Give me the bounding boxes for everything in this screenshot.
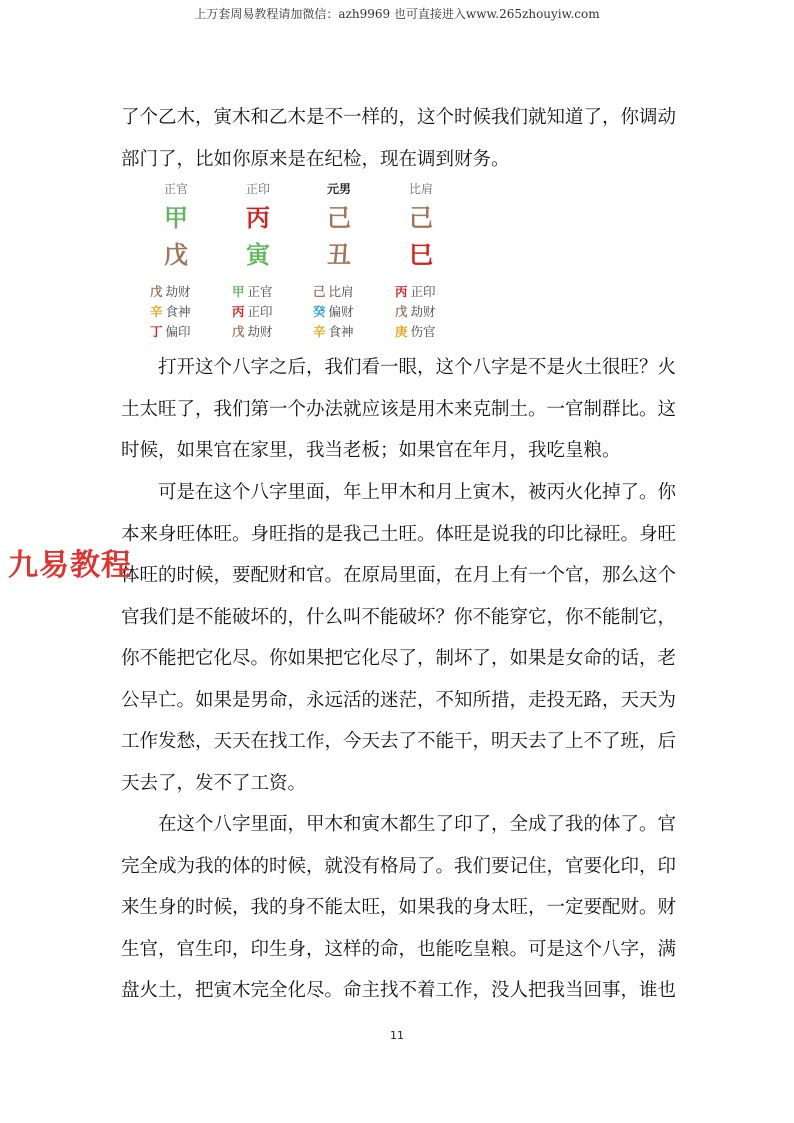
heavenly-stem: 己 bbox=[327, 204, 351, 232]
hidden-stem-row: 庚 伤官 bbox=[395, 324, 436, 339]
hidden-stem-row: 戊 劫财 bbox=[232, 324, 273, 339]
text-line: 了个乙木，寅木和乙木是不一样的，这个时候我们就知道了，你调动 bbox=[121, 107, 677, 128]
watermark-logo: 九易教程 bbox=[8, 548, 132, 583]
earthly-branch: 寅 bbox=[246, 241, 270, 269]
text-line: 打开这个八字之后，我们看一眼，这个八字是不是火土很旺？火 bbox=[158, 357, 677, 378]
text-line: 部门了，比如你原来是在纪检，现在调到财务。 bbox=[121, 148, 510, 170]
hidden-stem-row: 丙 正印 bbox=[395, 284, 436, 299]
heavenly-stem: 己 bbox=[409, 204, 433, 232]
paragraph-2 bbox=[121, 472, 681, 804]
text-line: 盘火土，把寅木完全化尽。命主找不着工作，没人把我当回事，谁也 bbox=[121, 980, 677, 1001]
ten-god-label: 比肩 bbox=[408, 182, 433, 196]
bazi-column-hour bbox=[393, 178, 449, 342]
paragraph-3 bbox=[121, 804, 681, 1012]
text-line: 体旺的时候，要配财和官。在原局里面，在月上有一个官，那么这个 bbox=[121, 565, 677, 586]
text-line: 公早亡。如果是男命，永远活的迷茫，不知所措，走投无路，天天为 bbox=[121, 689, 677, 711]
text-line: 在这个八字里面，甲木和寅木都生了印了，全成了我的体了。官 bbox=[158, 814, 677, 835]
hidden-stem-row: 丙 正印 bbox=[232, 304, 273, 319]
hidden-stem-row: 辛 食神 bbox=[313, 324, 354, 339]
text-line: 生官，官生印，印生身，这样的命，也能吃皇粮。可是这个八字，满 bbox=[121, 938, 677, 960]
page-number: 11 bbox=[390, 1029, 404, 1042]
earthly-branch: 戊 bbox=[164, 241, 188, 269]
hidden-stem-row: 戊 劫财 bbox=[150, 284, 191, 299]
hidden-stem-row: 丁 偏印 bbox=[150, 324, 191, 339]
hidden-stem-row: 癸 偏财 bbox=[313, 304, 354, 319]
bazi-column-year bbox=[148, 178, 204, 342]
ten-god-label: 元男 bbox=[326, 182, 351, 196]
text-line: 本来身旺体旺。身旺指的是我己土旺。体旺是说我的印比禄旺。身旺 bbox=[121, 523, 677, 545]
text-line: 土太旺了，我们第一个办法就应该是用木来克制土。一官制群比。这 bbox=[121, 398, 677, 420]
earthly-branch: 丑 bbox=[327, 241, 351, 269]
text-line: 工作发愁，天天在找工作，今天去了不能干，明天去了上不了班，后 bbox=[121, 731, 677, 752]
page-header: 上万套周易教程请加微信：azh9969 也可直接进入www.265zhouyiw.com bbox=[194, 7, 600, 21]
paragraph-1 bbox=[121, 347, 681, 472]
text-line: 官我们是不能破坏的，什么叫不能破坏？你不能穿它，你不能制它， bbox=[121, 606, 677, 628]
hidden-stem-row: 戊 劫财 bbox=[395, 304, 436, 319]
text-line: 可是在这个八字里面，年上甲木和月上寅木，被丙火化掉了。你 bbox=[158, 482, 677, 503]
text-line: 你不能把它化尽。你如果把它化尽了，制坏了，如果是女命的话，老 bbox=[121, 648, 677, 669]
text-line: 时候，如果官在家里，我当老板；如果官在年月，我吃皇粮。 bbox=[121, 440, 621, 461]
hidden-stem-row: 己 比肩 bbox=[313, 284, 354, 299]
text-line: 来生身的时候，我的身不能太旺，如果我的身太旺，一定要配财。财 bbox=[121, 897, 677, 918]
text-line: 天去了，发不了工资。 bbox=[121, 772, 307, 794]
bazi-column-month bbox=[230, 178, 286, 342]
heavenly-stem: 丙 bbox=[246, 204, 270, 232]
hidden-stem-row: 辛 食神 bbox=[150, 304, 191, 319]
heavenly-stem: 甲 bbox=[164, 204, 188, 232]
hidden-stem-row: 甲 正官 bbox=[232, 284, 273, 299]
text-line: 完全成为我的体的时候，就没有格局了。我们要记住，官要化印，印 bbox=[121, 855, 677, 877]
earthly-branch: 巳 bbox=[409, 241, 433, 269]
bazi-column-day bbox=[311, 178, 367, 342]
intro-paragraph bbox=[121, 97, 681, 180]
ten-god-label: 正官 bbox=[163, 182, 188, 196]
bazi-chart bbox=[148, 178, 468, 348]
ten-god-label: 正印 bbox=[245, 182, 270, 196]
